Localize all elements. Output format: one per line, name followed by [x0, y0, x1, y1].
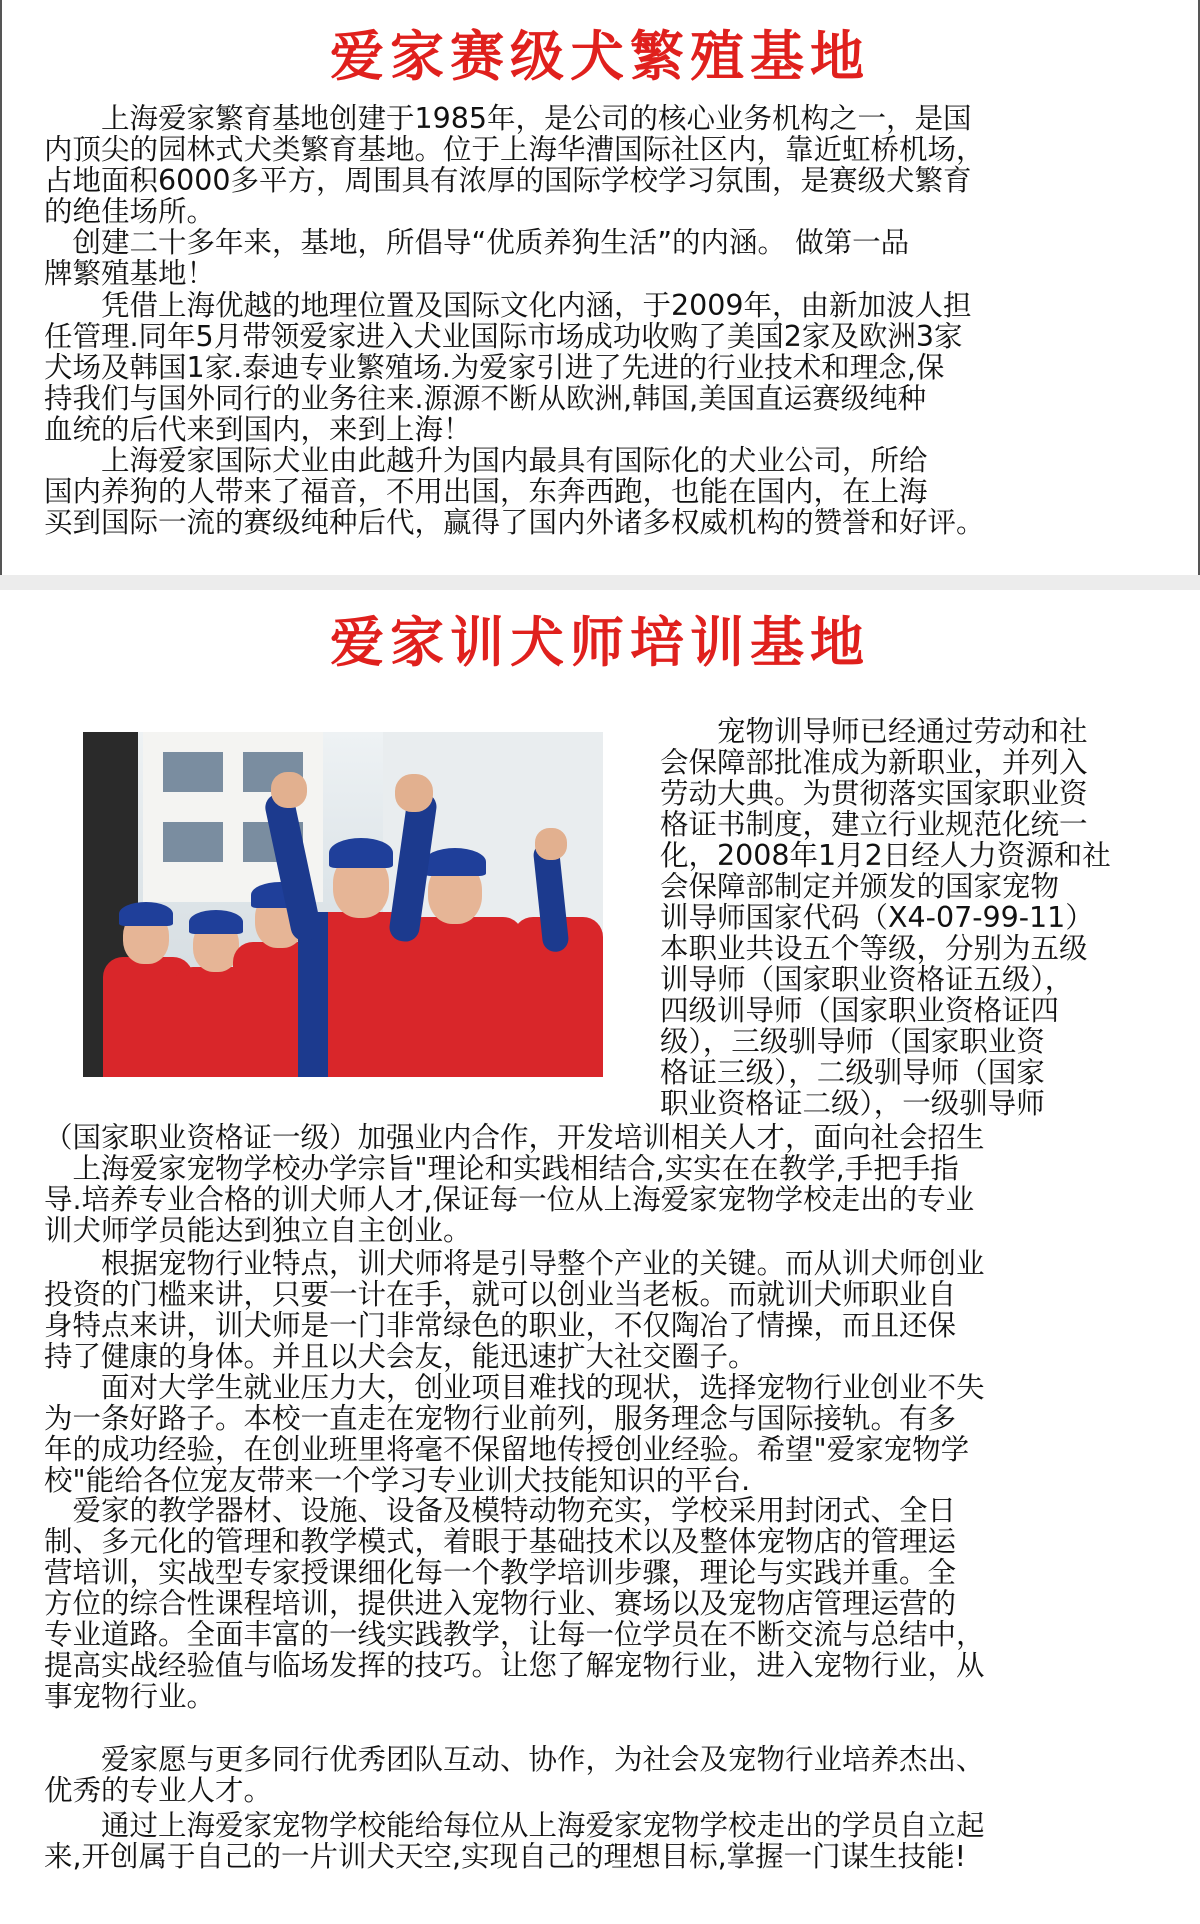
- fist: [395, 774, 433, 812]
- trainee-group-photo: [83, 732, 603, 1077]
- window: [163, 752, 223, 792]
- paragraph: 通过上海爱家宠物学校能给每位从上海爱家宠物学校走出的学员自立起 来,开创属于自己的一片训犬天空,实现自己的理想目标,掌握一门谋生技能!: [44, 1809, 985, 1873]
- paragraph: 上海爱家繁育基地创建于1985年，是公司的核心业务机构之一，是国 内顶尖的园林式犬类繁育基地。位于上海华漕国际社区内，靠近虹桥机场， 占地面积6000多平方，周围具有浓厚的国际学校学习氛围，是赛级犬繁育 的绝佳场所。: [44, 102, 985, 228]
- paragraph: （国家职业资格证一级）加强业内合作，开发培训相关人才，面向社会招生 上海爱家宠物学校办学宗旨"理论和实践相结合,实实在在教学,手把手指 导.培养专业合格的训犬师人才,保证每一位从上海爱家宠物学校走出的专业 训犬师学员能达到独立自主创业。: [44, 1121, 985, 1247]
- section-title-training: 爱家训犬师培训基地: [330, 611, 870, 674]
- fist: [535, 828, 567, 860]
- paragraph: 宠物训导师已经通过劳动和社 会保障部批准成为新职业，并列入 劳动大典。为贯彻落实国家职业资 格证书制度，建立行业规范化统一 化，2008年1月2日经人力资源和社 会保障部制定并颁发的国家宠物 训导师国家代码（X4-07-99-11） 本职业共设五个等级，分别为五级 训导师（国家职业资格证五级）， 四级训导师（国家职业资格证四 级），三级驯导师（国家职业资 格证三级），二级驯导师（国家 职业资格证二级），一级驯导师: [660, 715, 1111, 1120]
- cap: [424, 848, 486, 876]
- cap: [119, 902, 173, 926]
- paragraph: 根据宠物行业特点，训犬师将是引导整个产业的关键。而从训犬师创业 投资的门槛来讲，只要一计在手，就可以创业当老板。而就训犬师职业自 身特点来讲，训犬师是一门非常绿色的职业，不仅陶冶了情操，而且还保 持了健康的身体。并且以犬会友，能迅速扩大社交圈子。: [44, 1247, 985, 1373]
- fist: [271, 772, 307, 808]
- cap: [329, 838, 393, 868]
- paragraph: 面对大学生就业压力大，创业项目难找的现状，选择宠物行业创业不失 为一条好路子。本校一直走在宠物行业前列，服务理念与国际接轨。有多 年的成功经验，在创业班里将毫不保留地传授创业经验。希望"爱家宠物学 校"能给各位宠友带来一个学习专业训犬技能知识的平台.: [44, 1371, 985, 1497]
- paragraph: 爱家愿与更多同行优秀团队互动、协作，为社会及宠物行业培养杰出、 优秀的专业人才。: [44, 1743, 985, 1807]
- person: [403, 917, 523, 1077]
- paragraph: 凭借上海优越的地理位置及国际文化内涵，于2009年，由新加波人担 任管理.同年5月带领爱家进入犬业国际市场成功收购了美国2家及欧洲3家 犬场及韩国1家.泰迪专业繁殖场.为爱家引进了先进的行业技术和理念,保 持我们与国外同行的业务往来.源源不断从欧洲,韩国,美国直运赛级纯种 血统的后代来到国内，来到上海！: [44, 289, 972, 446]
- paragraph: 爱家的教学器材、设施、设备及模特动物充实，学校采用封闭式、全日 制、多元化的管理和教学模式，着眼于基础技术以及整体宠物店的管理运 营培训，实战型专家授课细化每一个教学培训步骤，理论与实践并重。全 方位的综合性课程培训，提供进入宠物行业、赛场以及宠物店管理运营的 专业道路。全面丰富的一线实践教学，让每一位学员在不断交流与总结中， 提高实战经验值与临场发挥的技巧。让您了解宠物行业，进入宠物行业，从 事宠物行业。: [44, 1494, 985, 1713]
- section-title-breeding: 爱家赛级犬繁殖基地: [330, 25, 870, 88]
- cap: [189, 910, 243, 934]
- paragraph: 创建二十多年来，基地，所倡导“优质养狗生活”的内涵。 做第一品 牌繁殖基地！: [44, 226, 910, 290]
- paragraph: 上海爱家国际犬业由此越升为国内最具有国际化的犬业公司，所给 国内养狗的人带来了福音，不用出国，东奔西跑，也能在国内，在上海 买到国际一流的赛级纯种后代，赢得了国内外诸多权威机构的赞誉和好评。: [44, 444, 985, 539]
- window: [163, 822, 223, 862]
- section-divider: [0, 575, 1200, 590]
